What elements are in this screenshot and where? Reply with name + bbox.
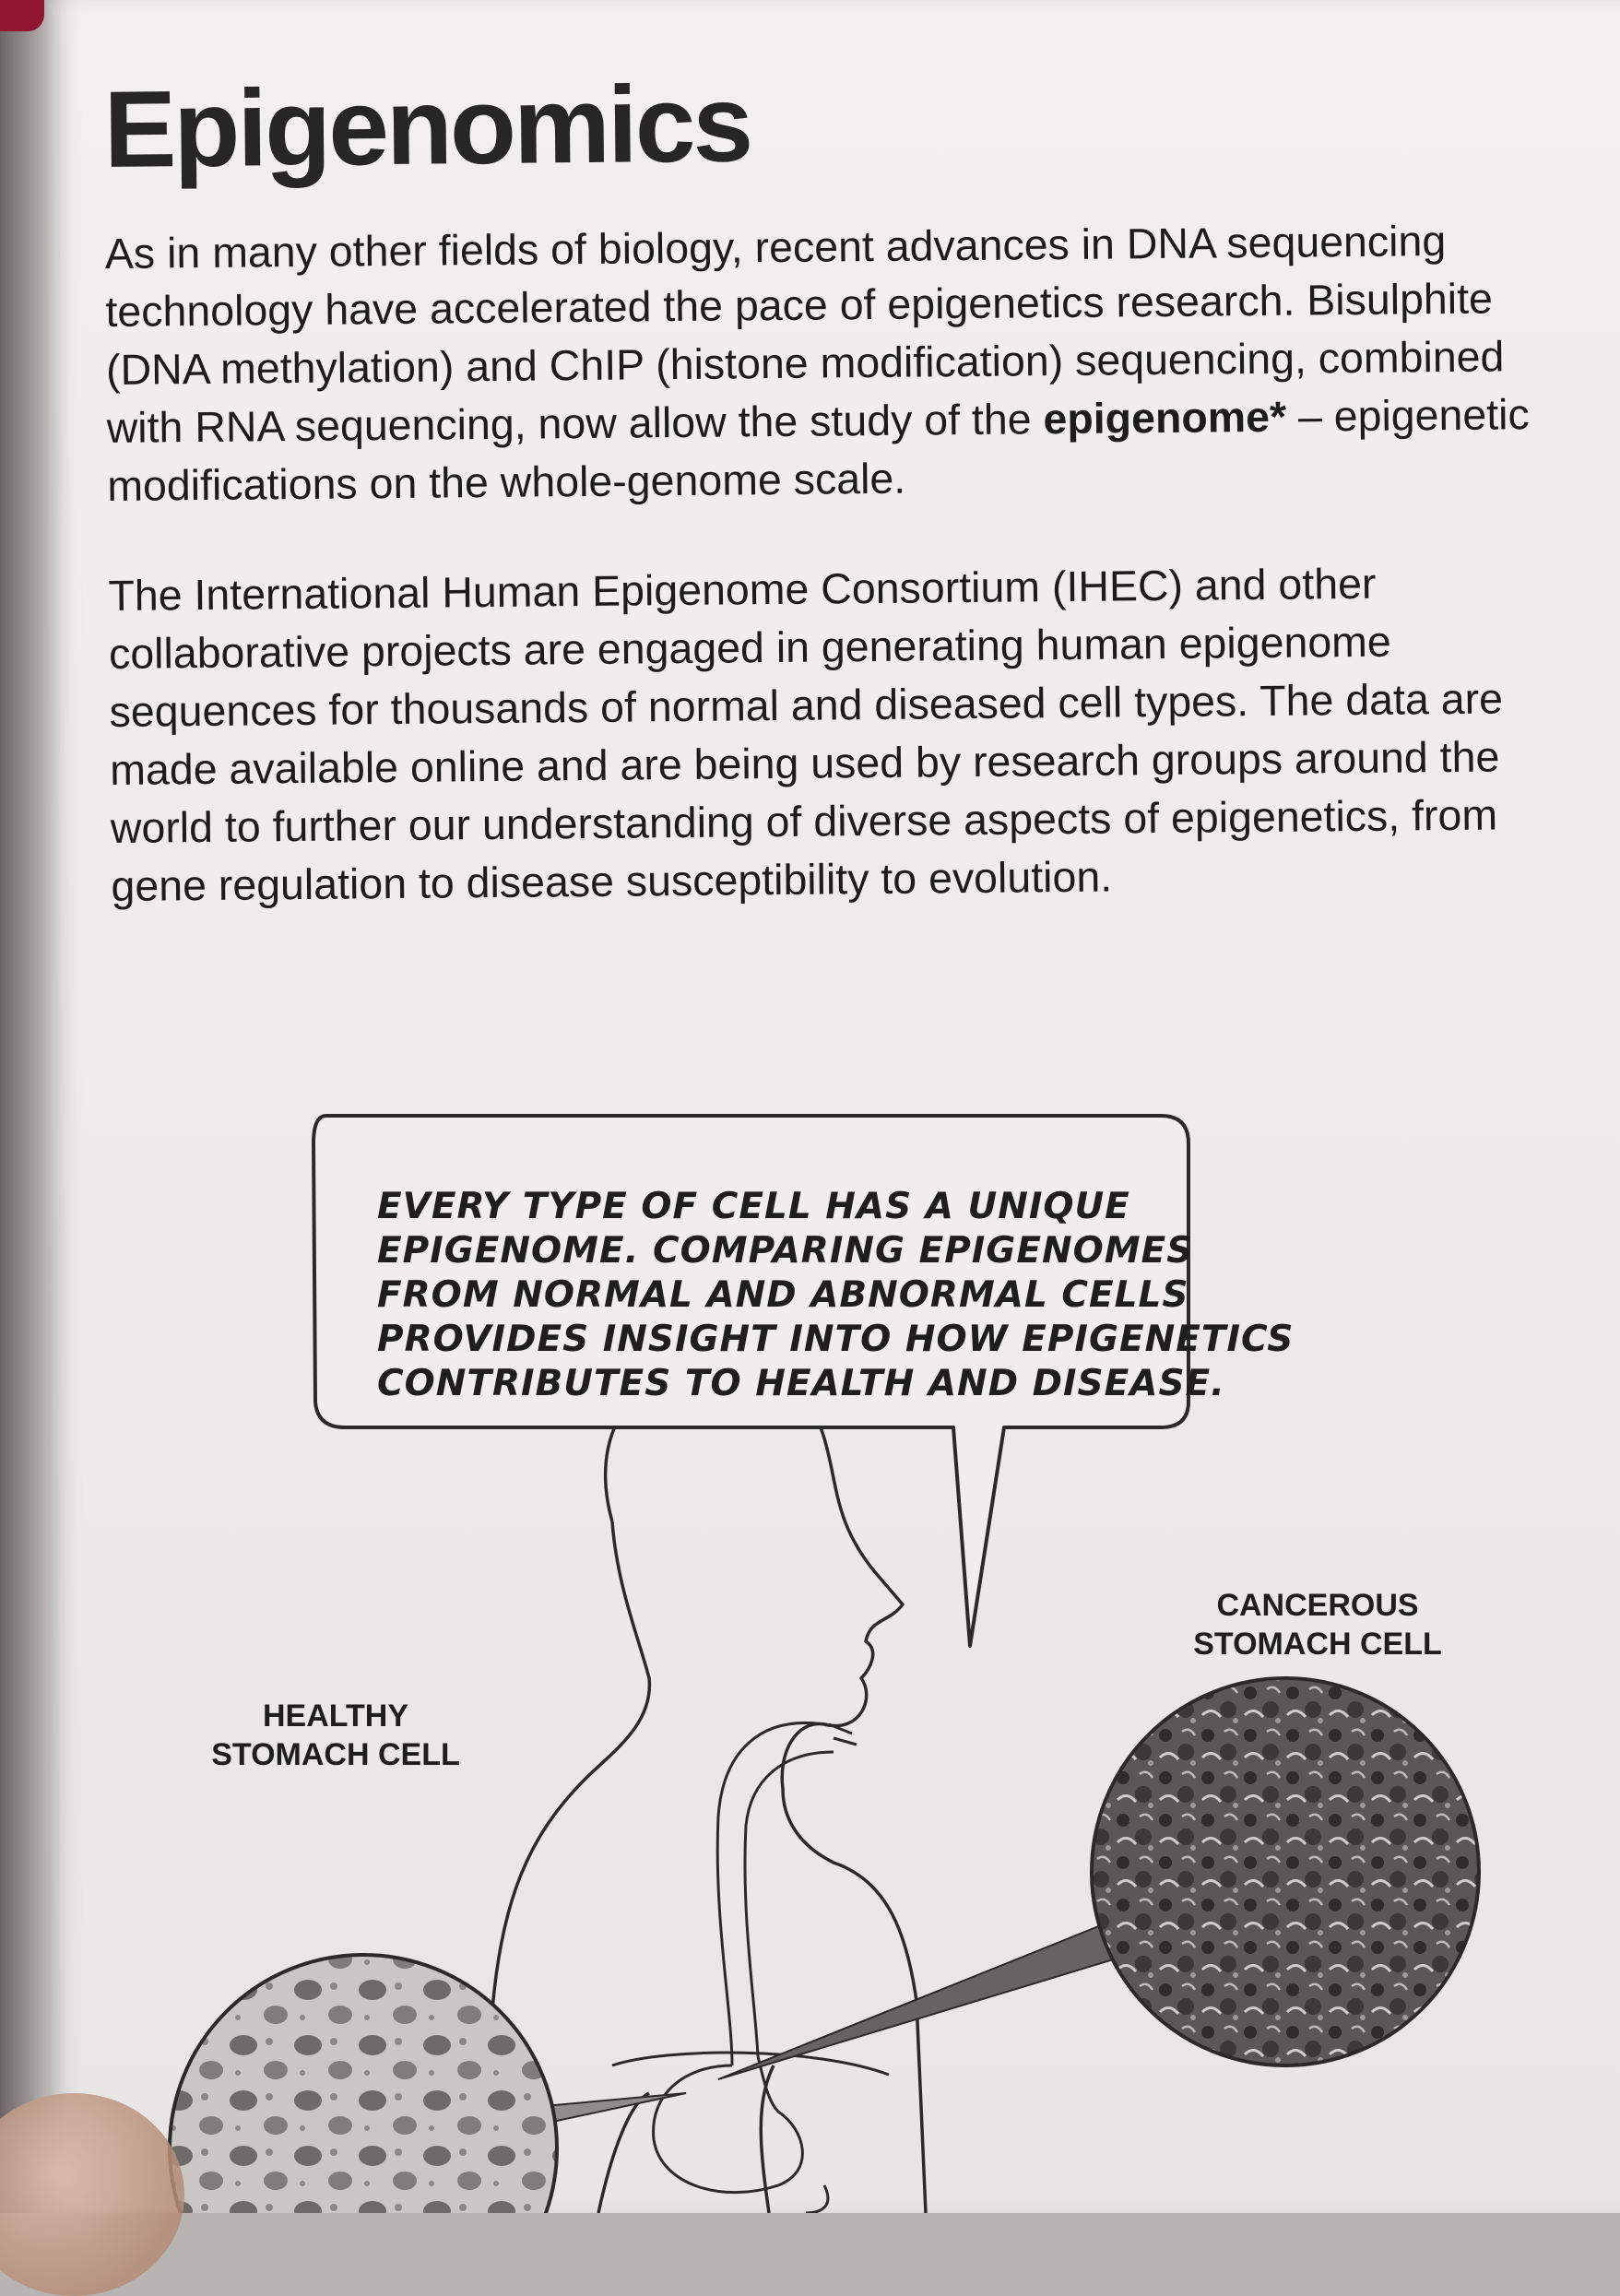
cancer-pointer bbox=[718, 1918, 1129, 2079]
cancer-cell-label bbox=[1165, 1586, 1470, 1663]
digestive-tract bbox=[612, 1722, 889, 2213]
illustration bbox=[96, 1088, 1571, 2213]
bookmark-ribbon bbox=[0, 0, 44, 31]
paragraph-1-start: As in many other fields of biology, recent advances in DNA sequencing technology have accelerated the pace of epigenetics research. Bisulphite (DNA methylation) and ChIP (histone modification) sequencing, combined with RNA sequencing, now allow the study of the bbox=[104, 216, 1505, 452]
mouth-detail bbox=[829, 1724, 857, 1745]
human-torso-outline bbox=[483, 1369, 926, 2213]
cancer-label-line1: CANCEROUS bbox=[1216, 1588, 1419, 1623]
page-title: Epigenomics bbox=[102, 63, 751, 191]
paragraph-ihec: The International Human Epigenome Consortium (IHEC) and other collaborative projects are engaged in generating human epigenome sequences for thousands of normal and diseased cell types. The data are made available online and are being used by research groups around the world to further our understanding of diverse aspects of epigenetics, from gene regulation to disease susceptibility to evolution. bbox=[108, 559, 1504, 910]
healthy-cell-label bbox=[197, 1697, 474, 1774]
paragraph-epigenome bbox=[105, 211, 1532, 515]
book-page bbox=[48, 0, 1620, 2213]
speech-bubble-text: EVERY TYPE OF CELL HAS A UNIQUE EPIGENOME. COMPARING EPIGENOMES FROM NORMAL AND ABNORMAL CELLS PROVIDES INSIGHT INTO HOW EPIGENETICS CONTRIBUTES TO HEALTH AND DISEASE. bbox=[377, 1186, 1295, 1404]
term-epigenome: epigenome* bbox=[1043, 392, 1287, 444]
healthy-label-line1: HEALTHY bbox=[262, 1698, 409, 1734]
page-text bbox=[103, 60, 1550, 916]
paragraph-1-end: – epigenetic modifications on the whole-genome scale. bbox=[107, 390, 1530, 510]
healthy-cell-micrograph bbox=[170, 1955, 557, 2213]
healthy-label-line2: STOMACH CELL bbox=[211, 1737, 460, 1772]
cancerous-cell-micrograph bbox=[1092, 1678, 1479, 2065]
cancer-label-line2: STOMACH CELL bbox=[1193, 1627, 1442, 1662]
